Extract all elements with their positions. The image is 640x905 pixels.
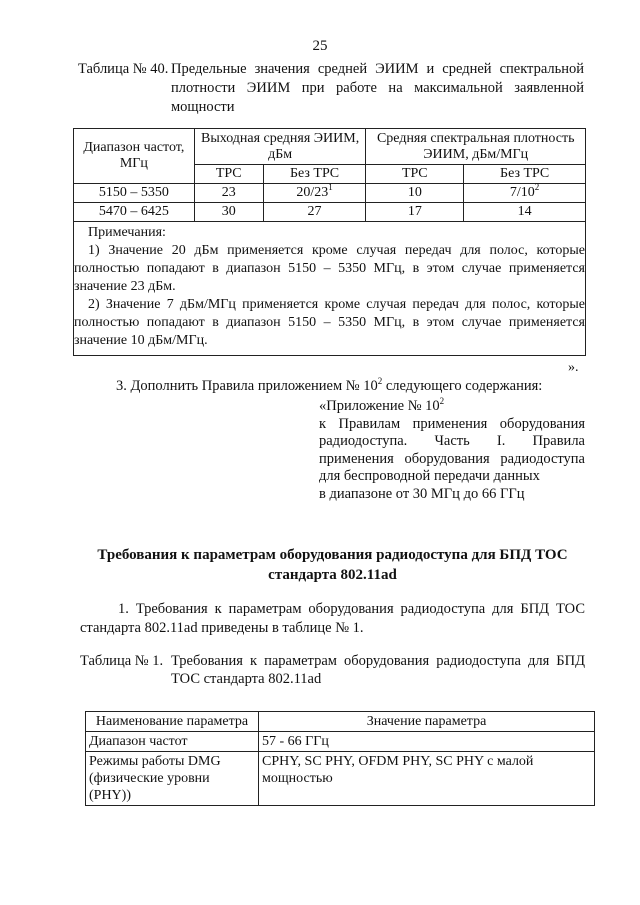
note-2: 2) Значение 7 дБм/МГц применяется кроме случая передач для полос, которые полностью попадают в диапазон 5150 – 5350 МГц, в этом случае применяется значение 10 дБм/МГц. — [74, 297, 585, 348]
closing-quote: ». — [568, 360, 579, 375]
superscript: 2 — [377, 376, 383, 386]
superscript: 2 — [439, 396, 445, 406]
cell-range: 5150 – 5350 — [74, 184, 195, 203]
item-3 — [116, 378, 542, 395]
subheader-tpc: TPC — [194, 165, 263, 184]
table-40-label: Таблица № 40. — [78, 61, 169, 77]
appendix-title-text: «Приложение № 10 — [319, 398, 440, 414]
note-1: 1) Значение 20 дБм применяется кроме случая передач для полос, которые полностью попадают в диапазон 5150 – 5350 МГц, в этом случае применяется значение 23 дБм. — [74, 243, 585, 294]
table-40 — [73, 128, 586, 222]
header-parameter-name: Наименование параметра — [86, 712, 259, 732]
cell-psd-no-tpc — [464, 184, 586, 203]
cell-psd-tpc: 10 — [366, 184, 464, 203]
section-heading: Требования к параметрам оборудования радиодоступа для БПД ТОС стандарта 802.11ad — [97, 547, 568, 583]
cell-psd-no-tpc-value: 7/10 — [509, 185, 535, 200]
table-row — [74, 203, 586, 222]
header-average-eirp: Выходная средняя ЭИИМ, дБм — [194, 129, 366, 165]
subheader-tpc: TPC — [366, 165, 464, 184]
table-row — [86, 752, 595, 806]
table-row — [74, 184, 586, 203]
header-parameter-value: Значение параметра — [259, 712, 595, 732]
item-3-text: 3. Дополнить Правила приложением № 10 — [116, 378, 378, 394]
notes-heading: Примечания: — [88, 225, 166, 240]
appendix-body-last: в диапазоне от 30 МГц до 66 ГГц — [319, 485, 525, 502]
subheader-no-tpc: Без TPC — [464, 165, 586, 184]
cell-parameter: Режимы работы DMG (физические уровни (PHY)) — [86, 752, 259, 806]
appendix-header — [319, 398, 585, 503]
table-1-title: Требования к параметрам оборудования радиодоступа для БПД ТОС стандарта 802.11ad — [171, 653, 585, 687]
footnote-mark: 2 — [534, 182, 540, 192]
page-number: 25 — [312, 38, 328, 54]
item-3-suffix: следующего содержания: — [382, 378, 543, 394]
table-row — [86, 732, 595, 752]
cell-value: CPHY, SC PHY, OFDM PHY, SC PHY с малой мощностью — [259, 752, 595, 806]
cell-eirp-no-tpc-value: 20/23 — [296, 185, 329, 200]
cell-eirp-no-tpc — [263, 184, 366, 203]
paragraph-1: 1. Требования к параметрам оборудования радиодоступа для БПД ТОС стандарта 802.11ad приведены в таблице № 1. — [80, 601, 585, 636]
cell-value: 57 - 66 ГГц — [259, 732, 595, 752]
appendix-body: к Правилам применения оборудования радиодоступа. Часть I. Правила применения оборудования радиодоступа для беспроводной передачи данных — [319, 415, 585, 484]
cell-range: 5470 – 6425 — [74, 203, 195, 222]
cell-parameter: Диапазон частот — [86, 732, 259, 752]
notes-box — [73, 222, 586, 356]
cell-eirp-tpc: 30 — [194, 203, 263, 222]
cell-eirp-no-tpc: 27 — [263, 203, 366, 222]
footnote-mark: 1 — [328, 182, 333, 192]
table-1 — [85, 711, 595, 806]
header-average-psd: Средняя спектральная плотность ЭИИМ, дБм/МГц — [366, 129, 586, 165]
cell-psd-tpc: 17 — [366, 203, 464, 222]
table-40-title: Предельные значения средней ЭИИМ и средней спектральной плотности ЭИИМ при работе на максимальной заявленной мощности — [171, 61, 584, 115]
subheader-no-tpc: Без TPC — [263, 165, 366, 184]
cell-psd-no-tpc: 14 — [464, 203, 586, 222]
cell-eirp-tpc: 23 — [194, 184, 263, 203]
table-1-label: Таблица № 1. — [80, 653, 164, 669]
header-frequency-range: Диапазон частот, МГц — [74, 129, 195, 184]
appendix-title — [319, 398, 585, 416]
